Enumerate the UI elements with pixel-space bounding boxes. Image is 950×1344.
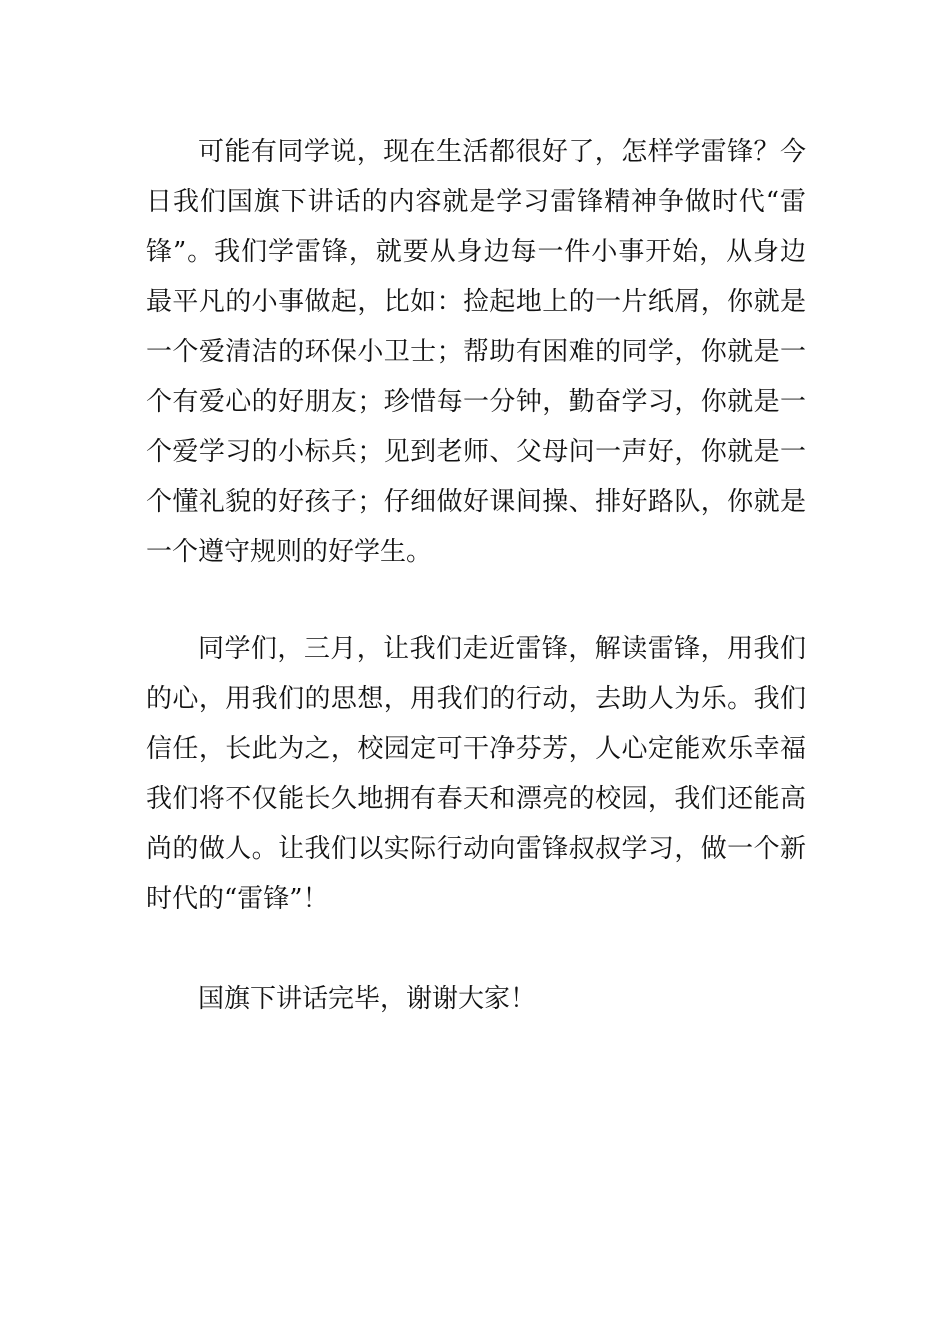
text-line: 可能有同学说，现在生活都很好了，怎样学雷锋？今 [198, 137, 806, 167]
text-line: 个有爱心的好朋友；珍惜每一分钟，勤奋学习，你就是一 [146, 387, 806, 417]
text-line: 我们将不仅能长久地拥有春天和漂亮的校园，我们还能高 [146, 784, 806, 814]
paragraph-learn-lei-feng [146, 127, 806, 577]
text-line: 一个爱清洁的环保小卫士；帮助有困难的同学，你就是一 [146, 337, 806, 367]
text-line: 时代的“雷锋”！ [146, 884, 329, 914]
text-line: 信任，长此为之，校园定可干净芬芳，人心定能欢乐幸福 [146, 734, 806, 764]
text-line: 国旗下讲话完毕，谢谢大家！ [198, 984, 537, 1014]
text-line: 日我们国旗下讲话的内容就是学习雷锋精神争做时代“雷 [146, 187, 806, 217]
text-line: 个爱学习的小标兵；见到老师、父母问一声好，你就是一 [146, 437, 806, 467]
text-line: 同学们，三月，让我们走近雷锋，解读雷锋，用我们 [198, 634, 806, 664]
text-line: 尚的做人。让我们以实际行动向雷锋叔叔学习，做一个新 [146, 834, 806, 864]
paragraph-closing [146, 974, 806, 1024]
paragraph-march-call [146, 624, 806, 924]
text-line: 最平凡的小事做起，比如：捡起地上的一片纸屑，你就是 [146, 287, 806, 317]
text-line: 的心，用我们的思想，用我们的行动，去助人为乐。我们 [146, 684, 806, 714]
text-line: 锋”。我们学雷锋，就要从身边每一件小事开始，从身边 [146, 237, 806, 267]
text-line: 个懂礼貌的好孩子；仔细做好课间操、排好路队，你就是 [146, 487, 806, 517]
text-line: 一个遵守规则的好学生。 [146, 537, 433, 567]
